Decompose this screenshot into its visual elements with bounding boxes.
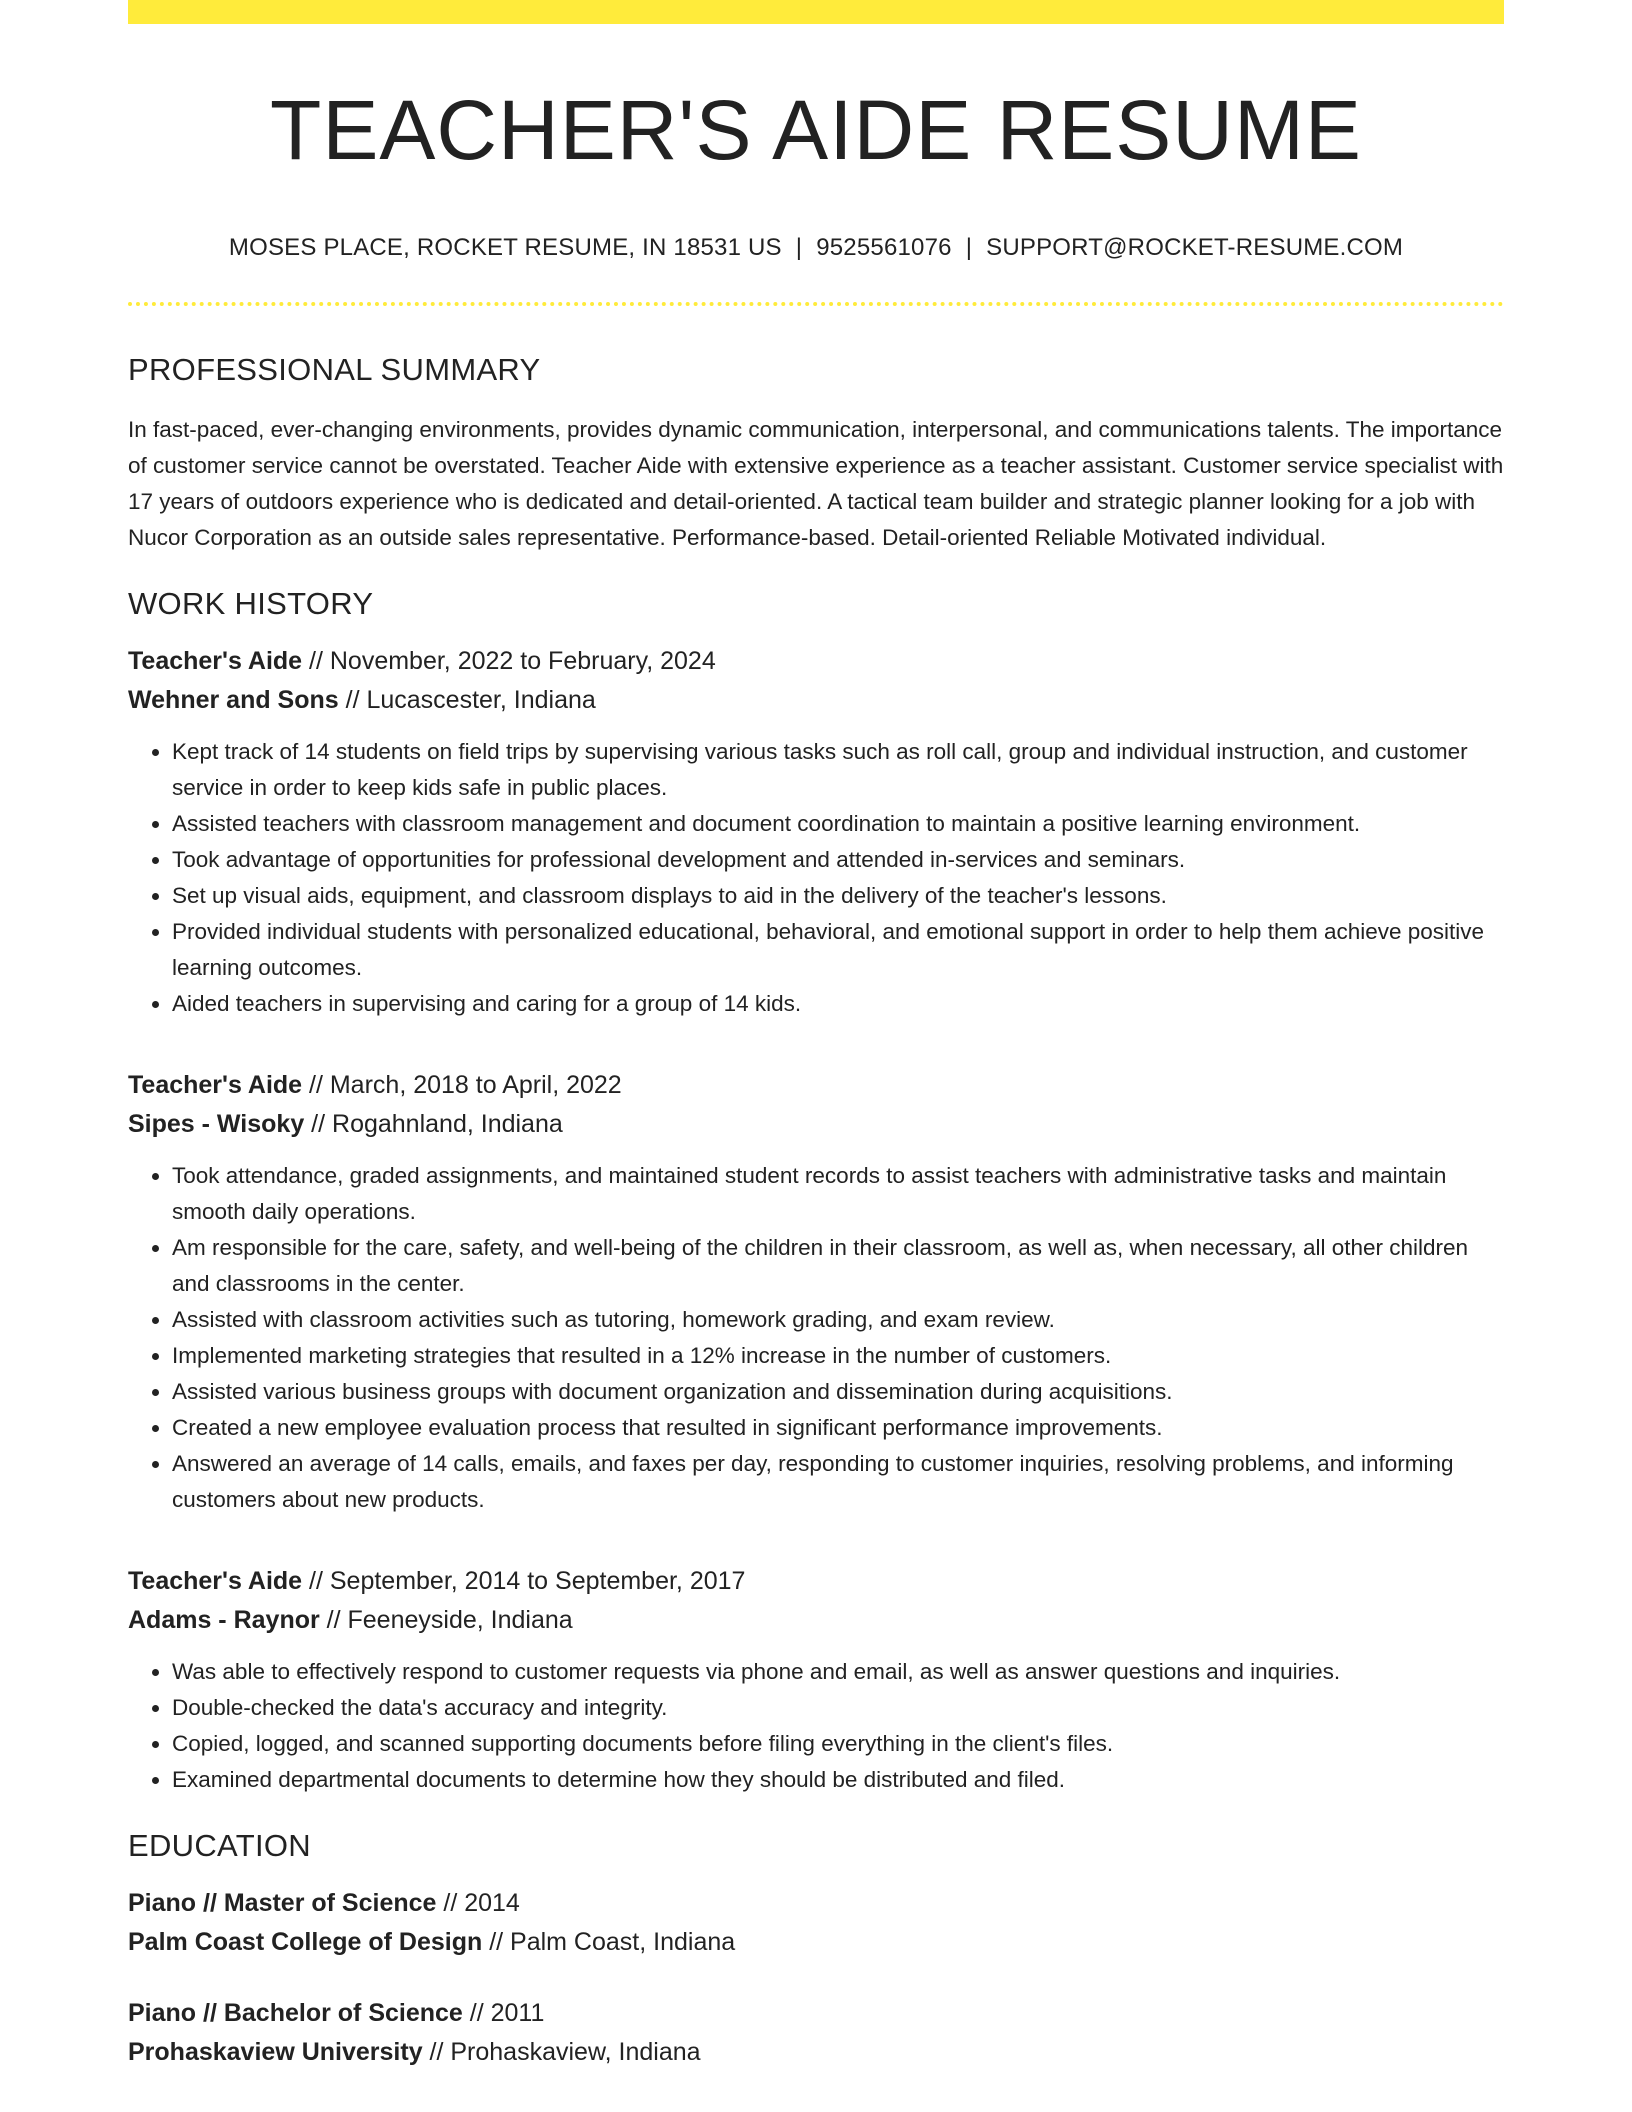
job-company-line [128,1601,1504,1640]
job-bullet: • Assisted various business groups with document organization and dissemination during acquisitions. [172,1374,1504,1410]
education-degree: Piano // Bachelor of Science [128,1999,463,2028]
job-bullets [128,1158,1504,1518]
education-location: // Prohaskaview, Indiana [422,2038,701,2067]
summary-text: In fast-paced, ever-changing environments, provides dynamic communication, interpersonal, and communications talents. The importance of customer service cannot be overstated. Teacher Aide with extensive experience as a teacher assistant. Customer service specialist with 17 years of outdoors experience who is dedicated and detail-oriented. A tactical team builder and strategic planner looking for a job with Nucor Corporation as an outside sales representative. Performance-based. Detail-oriented Reliable Motivated individual. [128,417,1504,551]
job-entry [128,1562,1504,1798]
job-dates: // September, 2014 to September, 2017 [302,1567,746,1596]
education-degree: Piano // Master of Science [128,1889,437,1918]
job-title: Teacher's Aide [128,647,303,676]
job-location: // Feeneyside, Indiana [319,1606,573,1635]
job-bullet: • Double-checked the data's accuracy and integrity. [172,1690,1504,1726]
job-bullet: • Kept track of 14 students on field trips by supervising various tasks such as roll call, group and individual instruction, and customer service in order to keep kids safe in public places. [172,734,1504,806]
job-bullet: • Created a new employee evaluation process that resulted in significant performance improvements. [172,1410,1504,1446]
job-company-line [128,1105,1504,1144]
job-bullets [128,1654,1504,1798]
contact-separator: | [965,234,973,262]
education-school: Palm Coast College of Design [128,1928,483,1957]
education-year: // 2011 [462,1999,545,2028]
education-school-line [128,2033,1504,2072]
job-bullet: • Examined departmental documents to determine how they should be distributed and filed. [172,1762,1504,1798]
job-bullet: • Implemented marketing strategies that resulted in a 12% increase in the number of customers. [172,1338,1504,1374]
job-title: Teacher's Aide [128,1071,303,1100]
job-title-line [128,1066,1504,1105]
job-bullet: • Assisted with classroom activities such as tutoring, homework grading, and exam review. [172,1302,1504,1338]
job-bullets [128,734,1504,1022]
education-degree-line [128,1994,1504,2033]
resume-title: TEACHER'S AIDE RESUME [270,83,1362,177]
job-company-line [128,681,1504,720]
education-degree-line [128,1884,1504,1923]
job-bullet: • Took attendance, graded assignments, and maintained student records to assist teachers with administrative tasks and maintain smooth daily operations. [172,1158,1504,1230]
education-location: // Palm Coast, Indiana [482,1928,736,1957]
contact-line [128,234,1504,262]
job-entry [128,642,1504,1022]
job-location: // Lucascester, Indiana [338,686,596,715]
job-bullet: • Took advantage of opportunities for professional development and attended in-services and seminars. [172,842,1504,878]
job-dates: // March, 2018 to April, 2022 [302,1071,622,1100]
summary-heading: PROFESSIONAL SUMMARY [128,352,541,388]
education-school-line [128,1923,1504,1962]
job-bullet: • Set up visual aids, equipment, and classroom displays to aid in the delivery of the teacher's lessons. [172,878,1504,914]
work-history-heading: WORK HISTORY [128,586,374,622]
job-location: // Rogahnland, Indiana [304,1110,563,1139]
dotted-divider [128,302,1504,306]
contact-separator: | [795,234,803,262]
job-company: Wehner and Sons [128,686,339,715]
job-title: Teacher's Aide [128,1567,303,1596]
job-company: Adams - Raynor [128,1606,320,1635]
top-accent-bar [128,0,1504,24]
job-title-line [128,1562,1504,1601]
job-bullet: • Aided teachers in supervising and caring for a group of 14 kids. [172,986,1504,1022]
contact-address: MOSES PLACE, ROCKET RESUME, IN 18531 US [228,234,782,262]
education-school: Prohaskaview University [128,2038,423,2067]
job-bullet: • Was able to effectively respond to customer requests via phone and email, as well as answer questions and inquiries. [172,1654,1504,1690]
education-entry [128,1994,1504,2072]
job-entry [128,1066,1504,1518]
job-bullet: • Copied, logged, and scanned supporting documents before filing everything in the client's files. [172,1726,1504,1762]
job-company: Sipes - Wisoky [128,1110,305,1139]
job-dates: // November, 2022 to February, 2024 [302,647,716,676]
job-bullet: • Assisted teachers with classroom management and document coordination to maintain a positive learning environment. [172,806,1504,842]
job-bullet: • Answered an average of 14 calls, emails, and faxes per day, responding to customer inquiries, resolving problems, and informing customers about new products. [172,1446,1504,1518]
education-heading: EDUCATION [128,1828,311,1864]
contact-email: SUPPORT@ROCKET-RESUME.COM [986,234,1404,262]
education-entry [128,1884,1504,1962]
resume-page [128,0,1504,2072]
job-bullet: • Provided individual students with personalized educational, behavioral, and emotional support in order to help them achieve positive learning outcomes. [172,914,1504,986]
contact-phone: 9525561076 [816,234,952,262]
job-title-line [128,642,1504,681]
education-year: // 2014 [436,1889,520,1918]
job-bullet: • Am responsible for the care, safety, and well-being of the children in their classroom, as well as, when necessary, all other children and classrooms in the center. [172,1230,1504,1302]
